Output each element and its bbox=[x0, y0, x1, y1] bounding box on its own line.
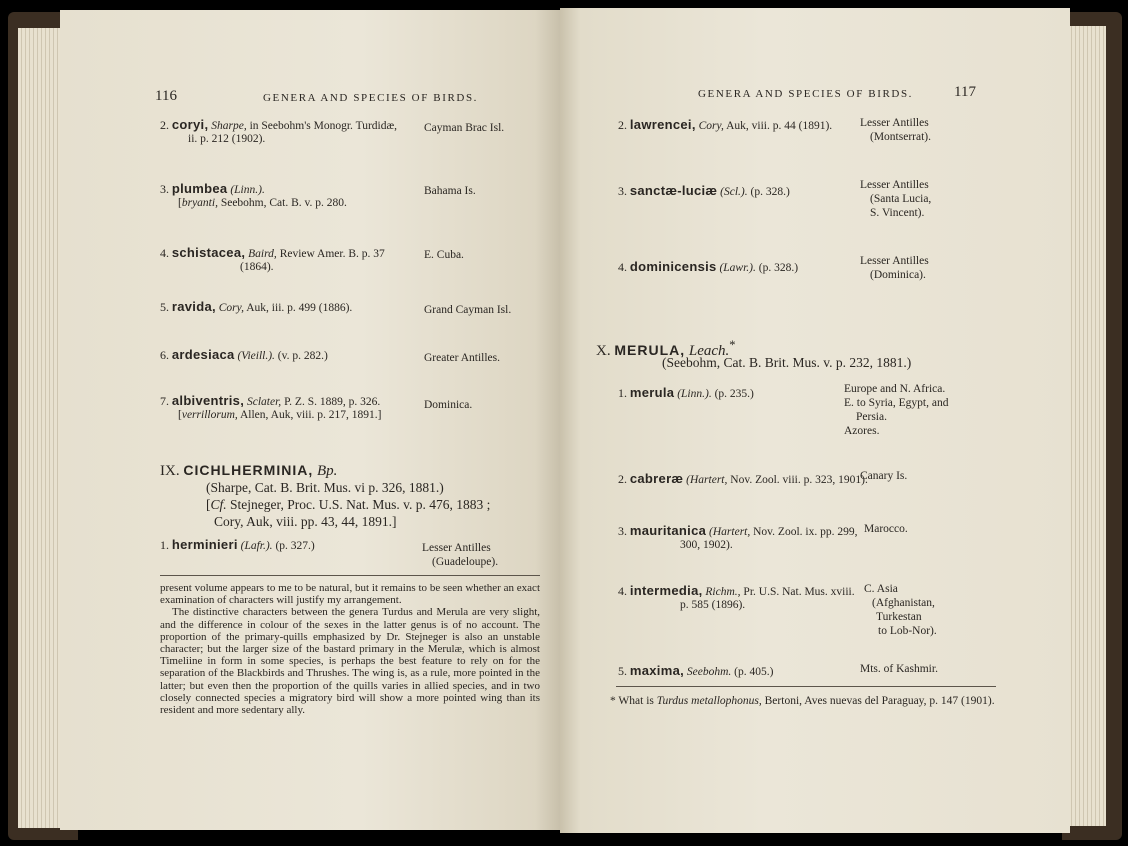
footnote-rule bbox=[616, 686, 996, 687]
left-running-header: GENERA AND SPECIES OF BIRDS. bbox=[263, 92, 479, 104]
species-locality: Lesser Antilles bbox=[422, 542, 491, 554]
species-synonym: [bryanti, Seebohm, Cat. B. v. p. 280. bbox=[178, 197, 347, 209]
right-page bbox=[560, 8, 1070, 833]
species-entry-coryi: 2. coryi, Sharpe, in Seebohm's Monogr. Turdidæ, bbox=[160, 117, 398, 132]
species-locality: Lesser Antilles bbox=[860, 255, 929, 267]
footnote-rule bbox=[160, 575, 540, 576]
species-entry-herminieri: 1. herminieri (Lafr.). (p. 327.) bbox=[160, 537, 315, 552]
commentary-paragraph bbox=[160, 582, 540, 716]
species-locality: C. Asia bbox=[864, 583, 898, 595]
species-entry-schistacea: 4. schistacea, Baird, Review Amer. B. p. 37 bbox=[160, 245, 385, 260]
species-entry-sanctae-luciae: 3. sanctæ-luciæ (Scl.). (p. 328.) bbox=[618, 183, 790, 198]
species-ref-cont: ii. p. 212 (1902). bbox=[188, 133, 266, 145]
species-locality: Persia. bbox=[856, 411, 887, 423]
species-locality: (Dominica). bbox=[870, 269, 926, 281]
left-page bbox=[60, 10, 560, 830]
species-locality: Mts. of Kashmir. bbox=[860, 663, 938, 675]
species-ref-cont: 300, 1902). bbox=[680, 539, 733, 551]
species-entry-plumbea: 3. plumbea (Linn.). bbox=[160, 181, 265, 196]
species-locality: E. to Syria, Egypt, and bbox=[844, 397, 949, 409]
footnote: * What is Turdus metallophonus, Bertoni, Aves nuevas del Paraguay, p. 147 (1901). bbox=[610, 695, 995, 707]
genus-reference: (Sharpe, Cat. B. Brit. Mus. vi p. 326, 1881.) bbox=[206, 480, 444, 495]
species-locality: (Santa Lucia, bbox=[870, 193, 932, 205]
species-locality: Greater Antilles. bbox=[424, 352, 501, 364]
species-entry-ravida: 5. ravida, Cory, Auk, iii. p. 499 (1886). bbox=[160, 299, 353, 314]
species-locality: S. Vincent). bbox=[870, 207, 925, 219]
species-entry-lawrencei: 2. lawrencei, Cory, Auk, viii. p. 44 (1891). bbox=[618, 117, 833, 132]
right-page-number: 117 bbox=[954, 84, 976, 100]
species-entry-cabrerae: 2. cabreræ (Hartert, Nov. Zool. viii. p. 323, 1901). bbox=[618, 471, 868, 486]
species-entry-dominicensis: 4. dominicensis (Lawr.). (p. 328.) bbox=[618, 259, 799, 274]
species-ref-cont: (1864). bbox=[240, 261, 274, 273]
genus-reference: [Cf. Stejneger, Proc. U.S. Nat. Mus. v. p. 476, 1883 ; bbox=[206, 497, 491, 512]
genus-reference: (Seebohm, Cat. B. Brit. Mus. v. p. 232, 1881.) bbox=[662, 355, 912, 370]
species-locality: Marocco. bbox=[864, 523, 908, 535]
species-locality: Europe and N. Africa. bbox=[844, 383, 946, 395]
species-locality: to Lob-Nor). bbox=[878, 625, 937, 637]
species-entry-albiventris: 7. albiventris, Sclater, P. Z. S. 1889, p. 326. bbox=[160, 393, 381, 408]
species-locality: (Guadeloupe). bbox=[432, 556, 499, 568]
species-locality: Bahama Is. bbox=[424, 185, 476, 197]
species-locality: Cayman Brac Isl. bbox=[424, 122, 505, 134]
species-locality: E. Cuba. bbox=[424, 249, 464, 261]
paragraph-1: present volume appears to me to be natural, but it remains to be seen whether an exact examination of characters will justify my arrangement. bbox=[160, 582, 540, 607]
species-entry-intermedia: 4. intermedia, Richm., Pr. U.S. Nat. Mus. xviii. bbox=[618, 583, 855, 598]
species-locality: Turkestan bbox=[876, 611, 922, 623]
species-locality: Lesser Antilles bbox=[860, 117, 929, 129]
left-page-number: 116 bbox=[155, 88, 177, 104]
species-synonym: [verrillorum, Allen, Auk, viii. p. 217, 1891.] bbox=[178, 409, 382, 421]
species-locality: (Montserrat). bbox=[870, 131, 931, 143]
species-locality: Azores. bbox=[844, 425, 880, 437]
species-locality: Lesser Antilles bbox=[860, 179, 929, 191]
paragraph-2: The distinctive characters between the genera Turdus and Merula are very slight, and the difference in colour of the sexes in the latter genus is of no account. The proportion of the primary-quills emphasized by Dr. Stejneger is also an unstable character; but the larger size of the bastard primary in the Merulæ, which is almost Timeliine in form in some species, is perhaps the best feature to rely on for the separation of the Blackbirds and Thrushes. The wing is, as a rule, more pointed in the latter; but even then the proportion of the quills varies in allied species, and in two closely connected species a migratory bird will show a more pointed wing than its resident and more sedentary ally. bbox=[160, 606, 540, 717]
species-ref-cont: p. 585 (1896). bbox=[680, 599, 746, 611]
genus-reference: Cory, Auk, viii. pp. 43, 44, 1891.] bbox=[214, 514, 397, 529]
species-locality: (Afghanistan, bbox=[872, 597, 935, 609]
species-entry-maxima: 5. maxima, Seebohm. (p. 405.) bbox=[618, 663, 774, 678]
species-entry-merula: 1. merula (Linn.). (p. 235.) bbox=[618, 385, 754, 400]
species-locality: Canary Is. bbox=[860, 470, 908, 482]
genus-heading-merula: X. MERULA, Leach.* bbox=[596, 338, 736, 359]
species-entry-ardesiaca: 6. ardesiaca (Vieill.). (v. p. 282.) bbox=[160, 347, 328, 362]
species-locality: Dominica. bbox=[424, 399, 473, 411]
species-entry-mauritanica: 3. mauritanica (Hartert, Nov. Zool. ix. pp. 299, bbox=[618, 523, 858, 538]
species-locality: Grand Cayman Isl. bbox=[424, 304, 512, 316]
genus-heading-cichlherminia: IX. CICHLHERMINIA, Bp. bbox=[160, 462, 338, 479]
right-running-header: GENERA AND SPECIES OF BIRDS. bbox=[698, 88, 914, 100]
